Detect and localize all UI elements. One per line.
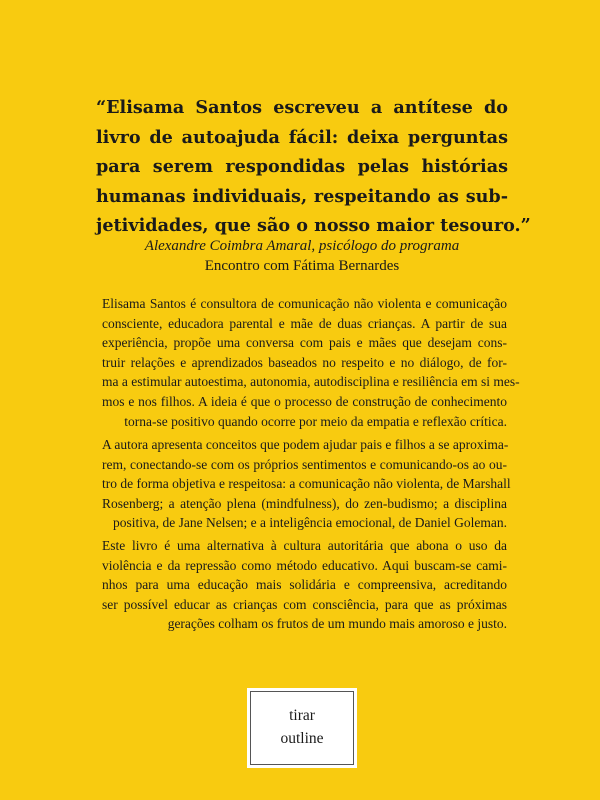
note-line: tirar — [289, 707, 315, 724]
description-paragraph-3 — [102, 536, 507, 634]
quote-line: livro de autoajuda fácil: deixa perguntas — [96, 126, 508, 148]
paragraph-line: rem, conectando-se com os próprios sentimentos e comunicando-os ao ou- — [102, 456, 507, 472]
quote-line: jetividades, que são o nosso maior tesouro.” — [96, 215, 531, 237]
paragraph-line: gerações colham os frutos de um mundo mais amoroso e justo. — [167, 616, 507, 632]
back-cover-quote — [96, 93, 531, 241]
quote-line: humanas individuais, respeitando as sub- — [96, 185, 508, 207]
quote-line: para serem respondidas pelas histórias — [96, 156, 508, 178]
description-paragraph-2 — [102, 435, 511, 533]
paragraph-line: mos e nos filhos. A ideia é que o processo de construção de conhecimento — [102, 393, 507, 409]
paragraph-line: torna-se positivo quando ocorre por meio da empatia e reflexão crítica. — [124, 413, 507, 429]
note-line: outline — [280, 730, 324, 747]
description-paragraph-1 — [102, 294, 520, 431]
paragraph-line: Rosenberg; a atenção plena (mindfulness), do zen-budismo; a disciplina — [102, 495, 507, 511]
paragraph-line: violência e da repressão como método educativo. Aqui buscam-se cami- — [102, 557, 507, 573]
paragraph-line: truir relações e aprendizados baseados no respeito e no diálogo, de for- — [102, 354, 507, 370]
paragraph-line: ma a estimular autoestima, autonomia, autodisciplina e resiliência em si mes- — [102, 374, 520, 390]
outline-note-box — [250, 691, 354, 765]
paragraph-line: tro de forma objetiva e respeitosa: a comunicação não violenta, de Marshall — [102, 476, 511, 492]
paragraph-line: consciente, educadora parental e mãe de duas crianças. A partir de sua — [102, 315, 507, 331]
paragraph-line: A autora apresenta conceitos que podem ajudar pais e filhos a se aproxima- — [102, 437, 509, 452]
paragraph-line: Este livro é uma alternativa à cultura autoritária que abona o uso da — [102, 538, 507, 553]
attribution-author: Alexandre Coimbra Amaral, psicólogo do programa — [144, 238, 460, 254]
paragraph-line: Elisama Santos é consultora de comunicação não violenta e comunicação — [102, 296, 507, 311]
paragraph-line: ser possível educar as crianças com consciência, para que as próximas — [102, 596, 507, 612]
paragraph-line: positiva, de Jane Nelsen; e a inteligência emocional, de Daniel Goleman. — [113, 515, 507, 531]
attribution-program: Encontro com Fátima Bernardes — [204, 258, 400, 274]
paragraph-line: nhos para uma educação mais solidária e compreensiva, acreditando — [102, 577, 507, 593]
quote-line: “Elisama Santos escreveu a antítese do — [96, 97, 508, 118]
quote-attribution — [96, 236, 508, 276]
paragraph-line: experiência, propõe uma conversa com pais e mães que desejam cons- — [102, 335, 507, 351]
